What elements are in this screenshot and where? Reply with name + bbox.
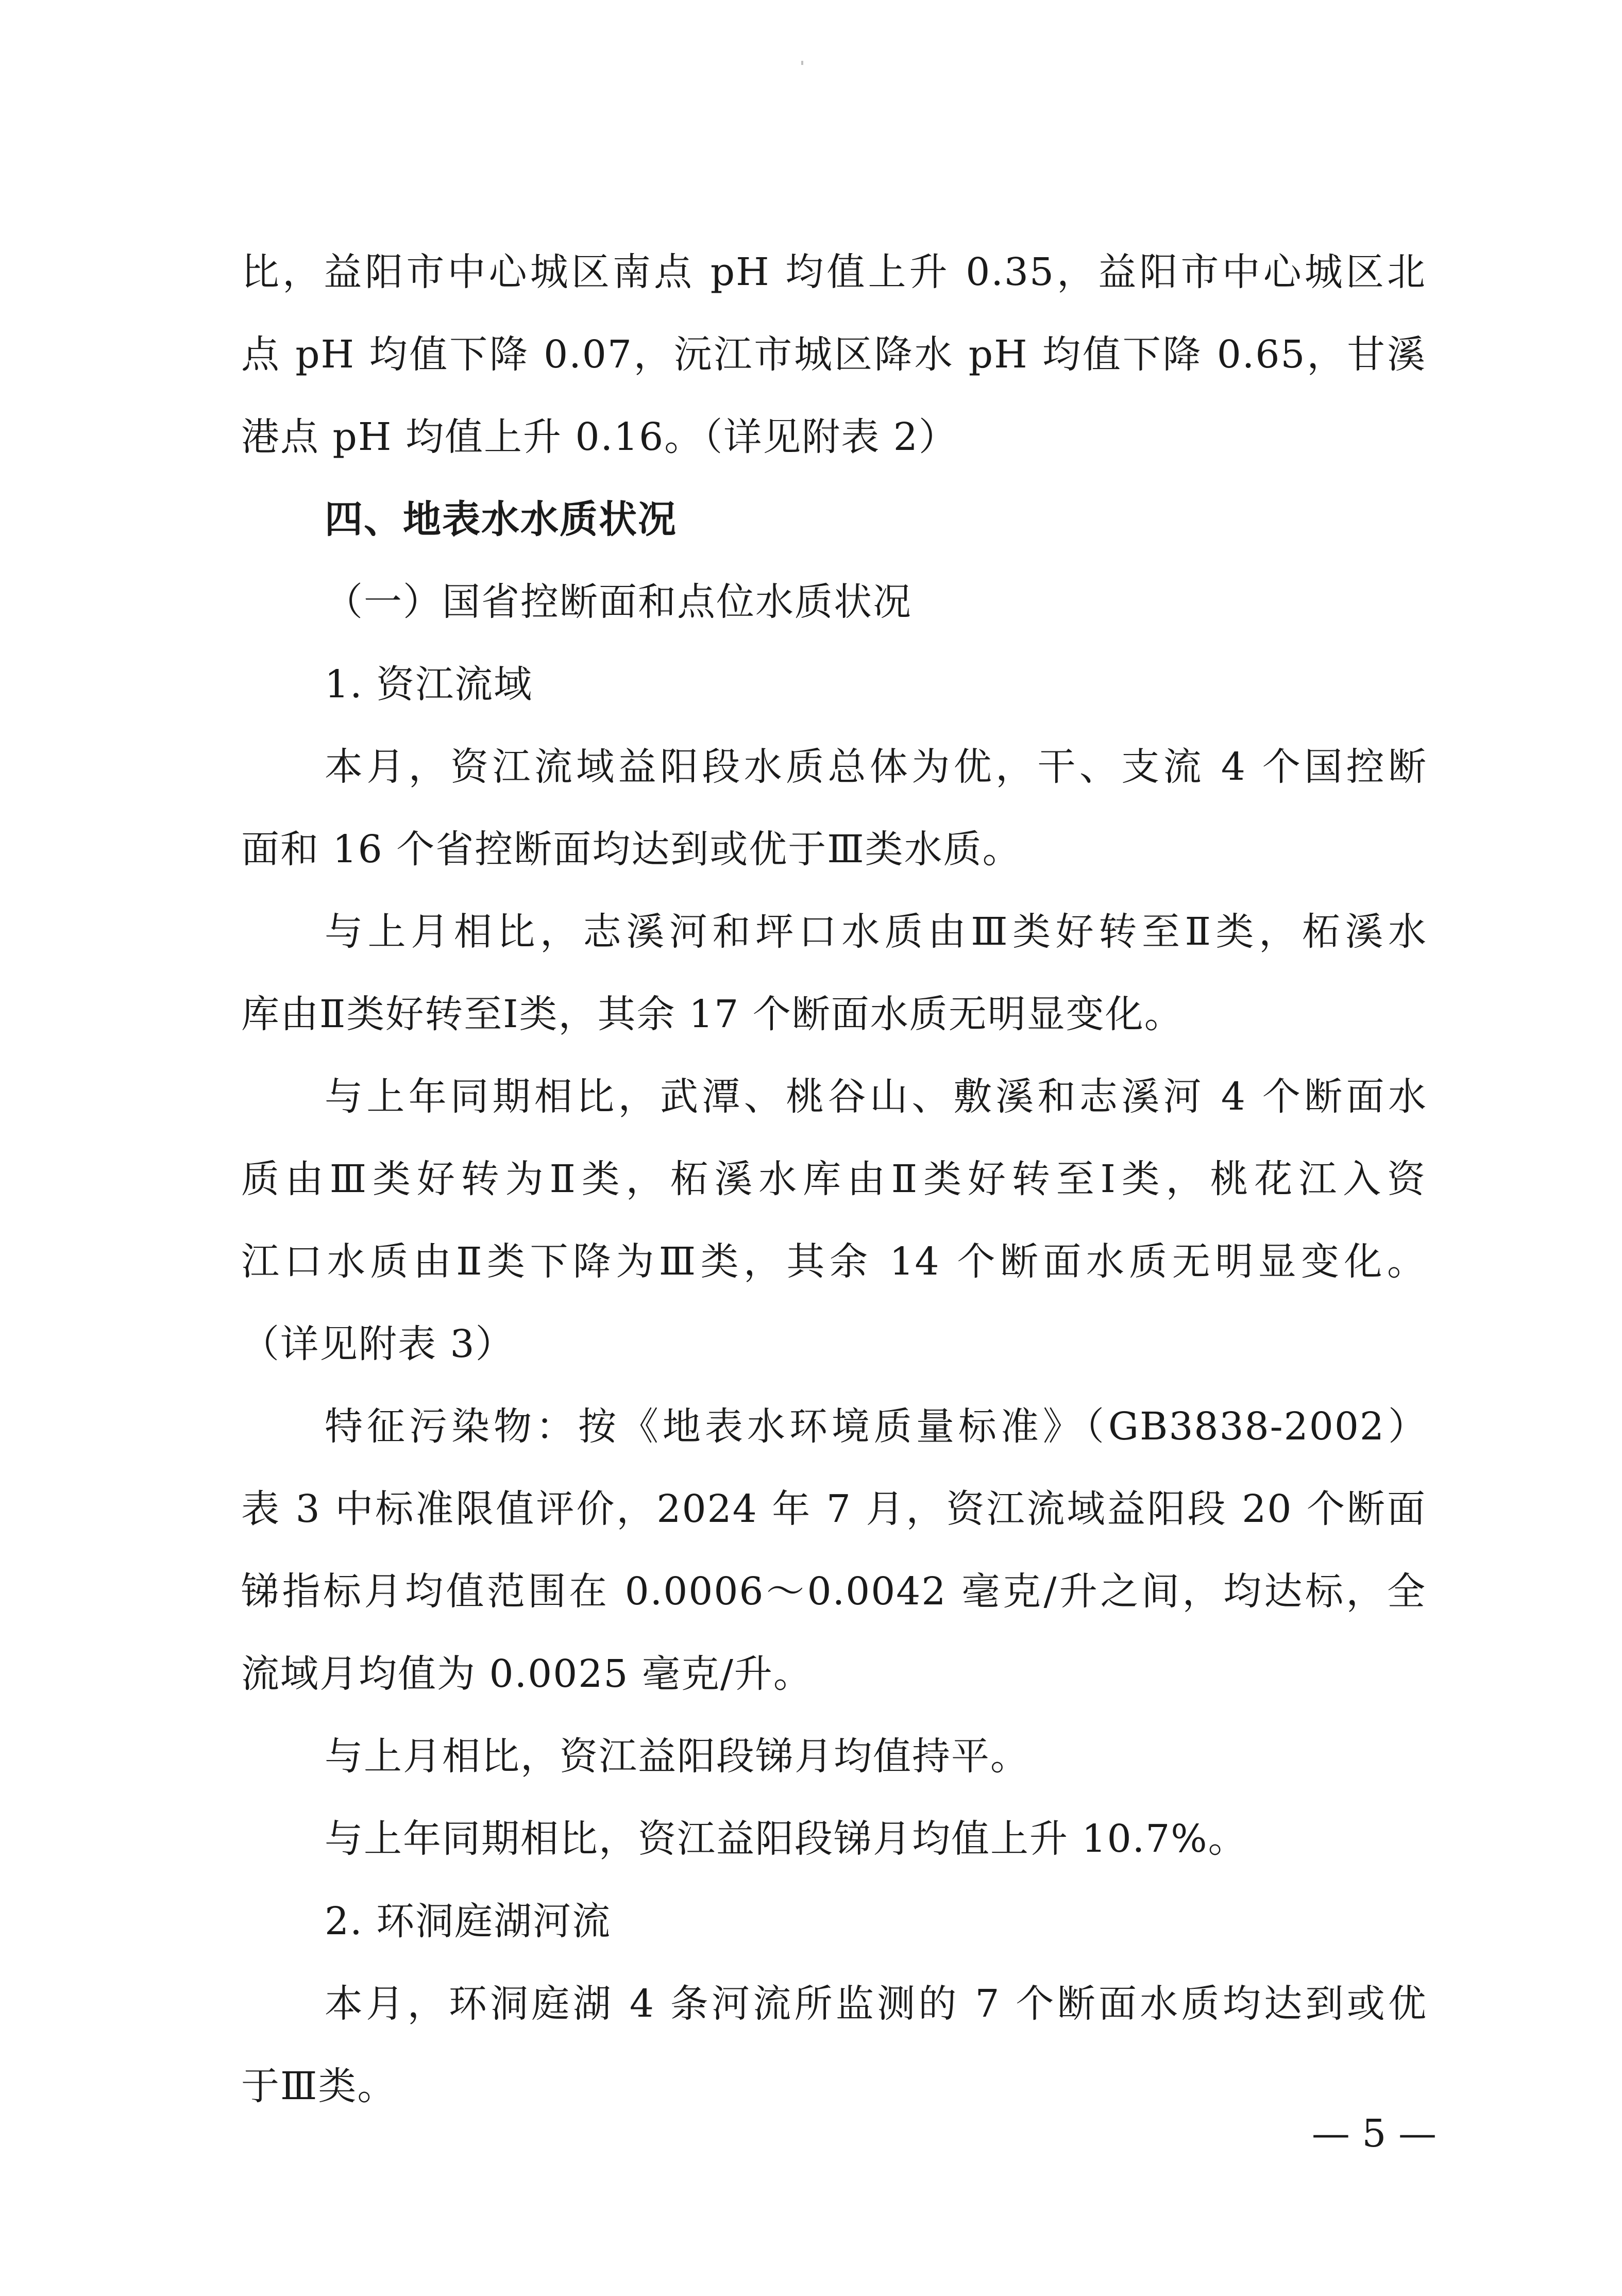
scan-mark [801, 61, 803, 65]
paragraph-line: 与上月相比，资江益阳段锑月均值持平。 [325, 1734, 1029, 1779]
paragraph-line: 锑指标月均值范围在 0.0006～0.0042 毫克/升之间，均达标，全 [241, 1569, 1426, 1614]
paragraph-line: 本月，环洞庭湖 4 条河流所监测的 7 个断面水质均达到或优 [325, 1982, 1427, 2026]
page-number: — 5 — [1311, 2111, 1437, 2156]
paragraph-line: 江口水质由Ⅱ类下降为Ⅲ类，其余 14 个断面水质无明显变化。 [241, 1239, 1426, 1284]
paragraph-line: 质由Ⅲ类好转为Ⅱ类，柘溪水库由Ⅱ类好转至Ⅰ类，桃花江入资 [241, 1157, 1426, 1201]
paragraph-line: 点 pH 均值下降 0.07，沅江市城区降水 pH 均值下降 0.65，甘溪 [241, 332, 1426, 377]
paragraph-line: 面和 16 个省控断面均达到或优于Ⅲ类水质。 [241, 827, 1022, 872]
paragraph-line: 本月，资江流域益阳段水质总体为优，干、支流 4 个国控断 [325, 745, 1427, 789]
paragraph-line: 流域月均值为 0.0025 毫克/升。 [241, 1652, 813, 1696]
paragraph-line: 与上年同期相比，武潭、桃谷山、敷溪和志溪河 4 个断面水 [325, 1075, 1427, 1119]
paragraph-line: （详见附表 3） [241, 1322, 515, 1366]
paragraph-line: 表 3 中标准限值评价，2024 年 7 月，资江流域益阳段 20 个断面 [241, 1487, 1426, 1531]
subsection-heading: （一）国省控断面和点位水质状况 [325, 580, 912, 624]
subsection-heading: 2. 环洞庭湖河流 [325, 1899, 612, 1943]
section-heading: 四、地表水水质状况 [325, 497, 677, 542]
paragraph-line: 特征污染物：按《地表水环境质量标准》（GB3838-2002） [325, 1404, 1427, 1449]
paragraph-line: 与上年同期相比，资江益阳段锑月均值上升 10.7%。 [325, 1817, 1247, 1861]
paragraph-line: 于Ⅲ类。 [241, 2064, 397, 2108]
paragraph-line: 比，益阳市中心城区南点 pH 均值上升 0.35，益阳市中心城区北 [241, 250, 1426, 294]
paragraph-line: 库由Ⅱ类好转至Ⅰ类，其余 17 个断面水质无明显变化。 [241, 992, 1184, 1036]
subsection-heading: 1. 资江流域 [325, 662, 533, 707]
paragraph-line: 港点 pH 均值上升 0.16。（详见附表 2） [241, 415, 958, 459]
paragraph-line: 与上月相比，志溪河和坪口水质由Ⅲ类好转至Ⅱ类，柘溪水 [325, 910, 1427, 954]
